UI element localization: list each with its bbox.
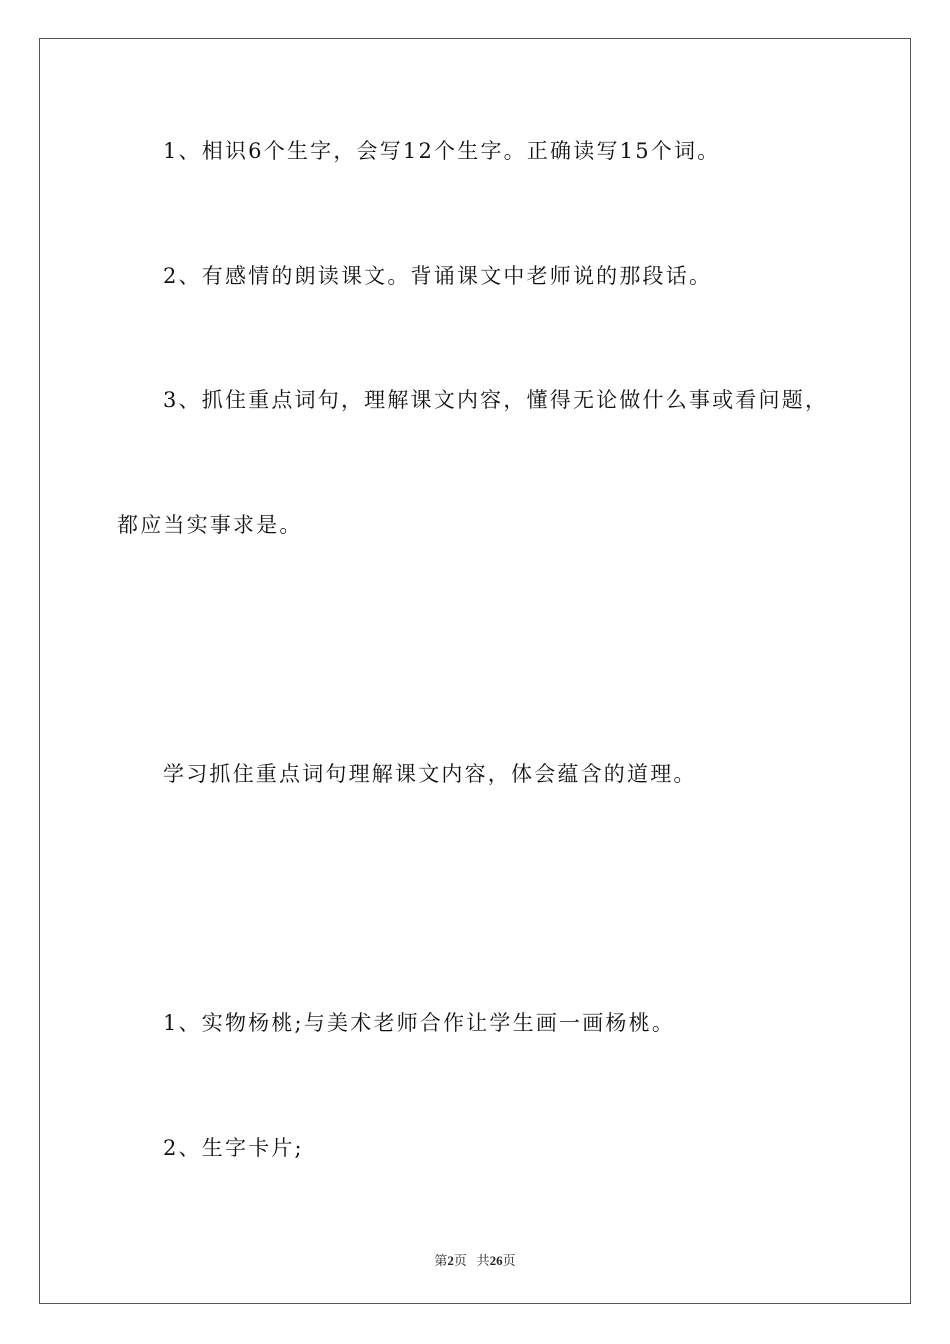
goal-item-2: 2、有感情的朗读课文。背诵课文中老师说的那段话。 [163, 264, 713, 288]
goal-item-3: 3、抓住重点词句，理解课文内容，懂得无论做什么事或看问题， [163, 388, 829, 412]
key-point-paragraph: 学习抓住重点词句理解课文内容，体会蕴含的道理。 [163, 762, 697, 786]
page-footer [0, 1250, 950, 1269]
footer-page-number: 2 [447, 1253, 454, 1268]
footer-total-suffix: 页 [502, 1253, 516, 1268]
goal-item-3-continued: 都应当实事求是。 [117, 513, 303, 537]
footer-total-pages: 26 [489, 1253, 503, 1268]
footer-page-suffix: 页 [453, 1253, 467, 1268]
footer-page-prefix: 第 [434, 1253, 448, 1268]
goal-item-1: 1、相识6个生字，会写12个生字。正确读写15个词。 [163, 139, 721, 163]
page-border [39, 38, 911, 1304]
footer-total-prefix: 共 [476, 1253, 490, 1268]
preparation-item-1: 1、实物杨桃;与美术老师合作让学生画一画杨桃。 [163, 1011, 676, 1035]
preparation-item-2: 2、生字卡片; [163, 1136, 304, 1160]
